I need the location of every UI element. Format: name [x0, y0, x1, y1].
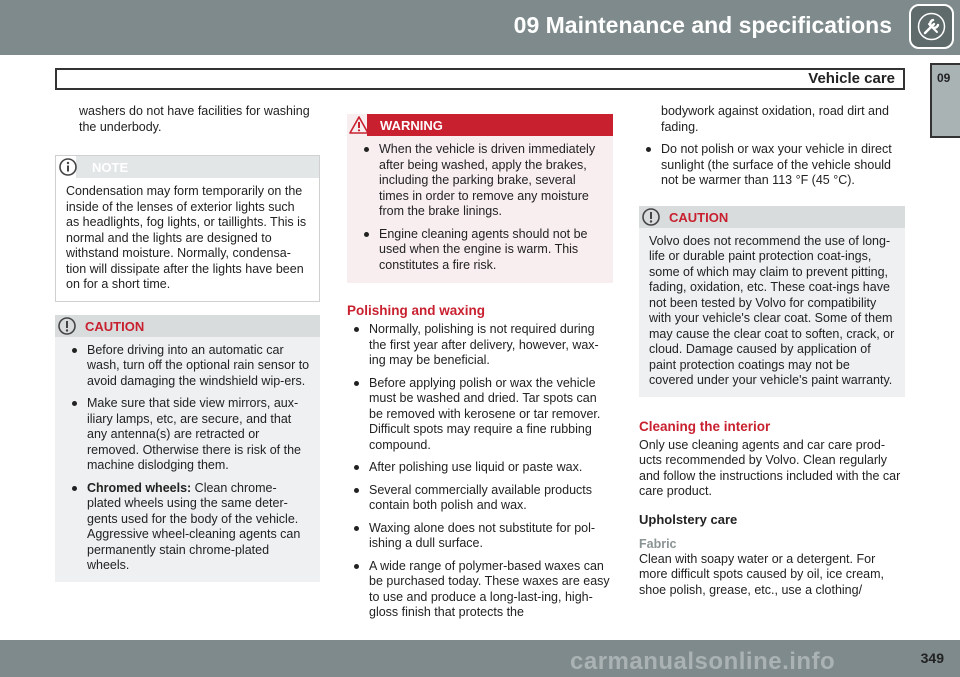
page-number: 349 [920, 650, 944, 666]
list-item: Waxing alone does not substitute for pol-ishing a dull surface. [347, 521, 613, 552]
warning-box [347, 114, 613, 283]
list-item: Before driving into an automatic car wash, turn off the optional rain sensor to avoid damaging the windshield wip-ers. [65, 343, 310, 390]
fabric-subheading: Fabric [639, 536, 677, 551]
list-item: A wide range of polymer-based waxes can be purchased today. These waxes are easy to use and produce a long-last-ing, high-gloss finish that protects the [347, 559, 613, 621]
warning-list [357, 142, 603, 273]
warning-triangle-icon [349, 115, 369, 135]
list-item: After polishing use liquid or paste wax. [347, 460, 613, 476]
interior-text: Only use cleaning agents and car care prod-ucts recommended by Volvo. Clean regularly and follow the instructions included with the car care product. [639, 437, 901, 498]
interior-heading: Cleaning the interior [639, 418, 771, 434]
warning-label: WARNING [380, 118, 443, 133]
note-label: NOTE [92, 160, 129, 175]
chrome-wheels-text: Clean chrome-plated wheels using the same deter-gents used for the body of the vehicle. Aggressive wheel-cleaning agents can permanently stain chrome-plated wheels. [87, 480, 301, 572]
list-item [65, 481, 310, 574]
column-1 [55, 104, 320, 582]
list-item: Several commercially available products contain both polish and wax. [347, 483, 613, 514]
section-bar [55, 68, 905, 90]
column-2 [347, 114, 613, 621]
chapter-tab [930, 63, 960, 138]
note-text: Condensation may form temporarily on the inside of the lenses of exterior lights such as headlights, fog lights, or taillights. This is normal and the lights are designed to withstand moisture. Normally, condensa-tion will dissipate after the lights have been on for a short time. [66, 184, 307, 291]
list-item: Before applying polish or wax the vehicle must be washed and dried. Tar spots can be removed with kerosene or tar remover. Difficult spots may require a fine rubbing compound. [347, 376, 613, 454]
caution-text-2: Volvo does not recommend the use of long-life or durable paint protection coat-ings, some of which may claim to prevent pitting, fading, oxidation, etc. These coat-ings have not been tested by Volvo for compatibility with your vehicle's clear coat. Some of them may cause the clear coat to soften, crack, or cloud. Damage caused by application of paint protection coatings may not be covered under your vehicle's paint warranty. [649, 233, 895, 387]
list-item: When the vehicle is driven immediately after being washed, apply the brakes, including the parking brake, several times in order to remove any moisture from the brake linings. [357, 142, 603, 220]
list-item: Make sure that side view mirrors, aux-iliary lamps, etc, are secure, and that any antenna(s) are retracted or removed. Otherwise there is risk of the machine dislodging them. [65, 396, 310, 474]
exclamation-icon [641, 207, 661, 227]
caution-header-2 [639, 206, 905, 228]
note-box [55, 155, 320, 302]
section-title: Vehicle care [808, 70, 895, 87]
upholstery-heading: Upholstery care [639, 511, 738, 527]
caution-list-1 [65, 343, 310, 574]
polishing-heading: Polishing and waxing [347, 303, 486, 318]
note-header [76, 156, 319, 178]
list-item: Engine cleaning agents should not be used when the engine is warm. This constitutes a fire risk. [357, 227, 603, 274]
warning-header [367, 114, 613, 136]
chapter-icon-box [909, 4, 954, 49]
intro-text: washers do not have facilities for washing the underbody. [79, 104, 310, 134]
chrome-wheels-label: Chromed wheels: [87, 480, 192, 495]
caution-label-2: CAUTION [669, 209, 729, 225]
info-icon [58, 157, 78, 177]
chapter-tab-label: 09 [937, 71, 951, 85]
exclamation-icon [57, 316, 77, 336]
column-3 [639, 104, 905, 598]
wrench-icon [916, 11, 947, 42]
caution-label-1: CAUTION [85, 318, 145, 334]
header-bar [0, 0, 960, 55]
caution-header-1 [55, 315, 320, 337]
caution-box-1 [55, 315, 320, 582]
polishing-list-cont [639, 142, 905, 189]
chapter-title: 09 Maintenance and specifications [513, 12, 892, 38]
watermark: carmanualsonline.info [570, 648, 836, 675]
continuation-text: bodywork against oxidation, road dirt and fading. [661, 104, 889, 134]
list-item: Normally, polishing is not required during the first year after delivery, however, wax-ing may be beneficial. [347, 322, 613, 369]
caution-box-2 [639, 206, 905, 397]
fabric-text: Clean with soapy water or a detergent. For more difficult spots caused by oil, ice cream, shoe polish, grease, etc., use a clothing/ [639, 551, 885, 597]
list-item: Do not polish or wax your vehicle in direct sunlight (the surface of the vehicle should not be warmer than 113 °F (45 °C). [639, 142, 905, 189]
polishing-list [347, 322, 613, 621]
